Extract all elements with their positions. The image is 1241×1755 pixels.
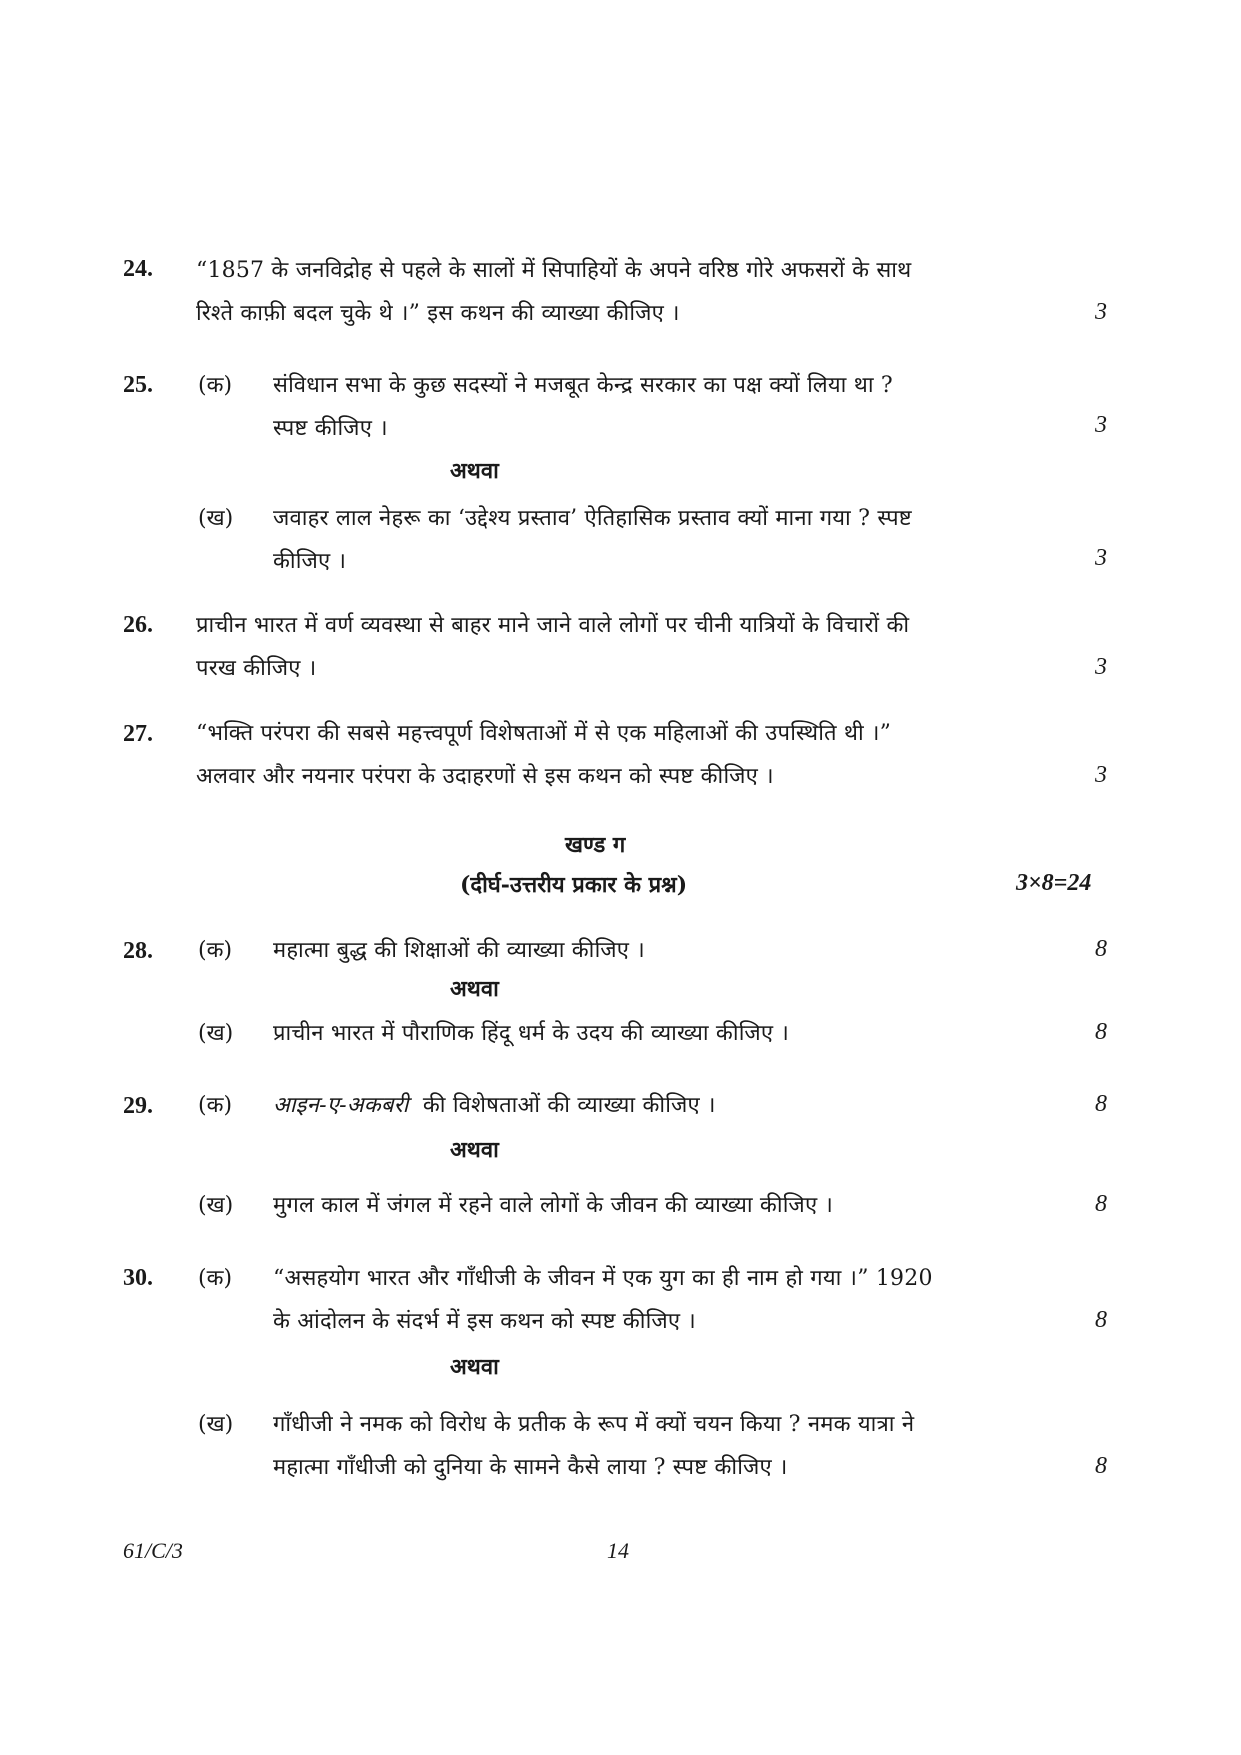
marks: 8 xyxy=(1095,1453,1107,1479)
question-text: महात्मा बुद्ध की शिक्षाओं की व्याख्या कीजिए । xyxy=(273,938,645,963)
section-subtitle: (दीर्घ-उत्तरीय प्रकार के प्रश्न) xyxy=(460,872,688,898)
question-text: अलवार और नयनार परंपरा के उदाहरणों से इस कथन को स्पष्ट कीजिए । xyxy=(196,764,774,789)
question-number: 24. xyxy=(123,256,153,282)
question-number: 30. xyxy=(123,1265,153,1291)
or-separator: अथवा xyxy=(450,1354,499,1380)
marks: 8 xyxy=(1095,1307,1107,1333)
option-label: (क) xyxy=(198,373,233,398)
option-label: (ख) xyxy=(198,506,234,531)
or-separator: अथवा xyxy=(450,976,499,1002)
question-text: के आंदोलन के संदर्भ में इस कथन को स्पष्ट कीजिए । xyxy=(273,1309,696,1334)
marks: 3 xyxy=(1095,545,1107,571)
marks: 8 xyxy=(1095,1191,1107,1217)
question-text: “भक्ति परंपरा की सबसे महत्त्वपूर्ण विशेषताओं में से एक महिलाओं की उपस्थिति थी ।” xyxy=(196,721,892,746)
marks: 8 xyxy=(1095,1019,1107,1045)
question-number: 27. xyxy=(123,721,153,747)
question-text: जवाहर लाल नेहरू का ‘उद्देश्य प्रस्ताव’ ऐतिहासिक प्रस्ताव क्यों माना गया ? स्पष्ट xyxy=(273,506,912,531)
question-text: परख कीजिए । xyxy=(196,656,317,681)
option-label: (क) xyxy=(198,938,233,963)
question-text: प्राचीन भारत में वर्ण व्यवस्था से बाहर माने जाने वाले लोगों पर चीनी यात्रियों के विचारों की xyxy=(196,613,910,638)
option-label: (ख) xyxy=(198,1193,234,1218)
option-label: (क) xyxy=(198,1093,233,1118)
question-text: “1857 के जनविद्रोह से पहले के सालों में सिपाहियों के अपने वरिष्ठ गोरे अफसरों के साथ xyxy=(196,258,912,283)
question-text xyxy=(273,1089,716,1119)
marks: 3 xyxy=(1095,654,1107,680)
option-label: (क) xyxy=(198,1266,233,1291)
or-separator: अथवा xyxy=(450,1137,499,1163)
marks: 8 xyxy=(1095,936,1107,962)
question-text: महात्मा गाँधीजी को दुनिया के सामने कैसे लाया ? स्पष्ट कीजिए । xyxy=(273,1455,788,1480)
question-number: 26. xyxy=(123,612,153,638)
question-text: “असहयोग भारत और गाँधीजी के जीवन में एक युग का ही नाम हो गया ।” 1920 xyxy=(273,1266,933,1291)
option-label: (ख) xyxy=(198,1412,234,1437)
question-text: संविधान सभा के कुछ सदस्यों ने मजबूत केन्द्र सरकार का पक्ष क्यों लिया था ? xyxy=(273,373,893,398)
question-number: 29. xyxy=(123,1093,153,1119)
question-text: स्पष्ट कीजिए । xyxy=(273,416,388,441)
marks: 3 xyxy=(1095,762,1107,788)
section-marks: 3×8=24 xyxy=(1016,870,1092,896)
question-text: कीजिए । xyxy=(273,549,347,574)
question-text: रिश्ते काफ़ी बदल चुके थे ।” इस कथन की व्याख्या कीजिए । xyxy=(196,301,680,326)
question-number: 25. xyxy=(123,372,153,398)
book-title: आइन-ए-अकबरी xyxy=(273,1093,409,1118)
question-text: प्राचीन भारत में पौराणिक हिंदू धर्म के उदय की व्याख्या कीजिए । xyxy=(273,1021,790,1046)
marks: 3 xyxy=(1095,299,1107,325)
paper-code: 61/C/3 xyxy=(123,1538,183,1563)
question-text: मुगल काल में जंगल में रहने वाले लोगों के जीवन की व्याख्या कीजिए । xyxy=(273,1193,834,1218)
marks: 3 xyxy=(1095,412,1107,438)
question-text-rest: की विशेषताओं की व्याख्या कीजिए । xyxy=(422,1093,716,1118)
question-number: 28. xyxy=(123,938,153,964)
section-title: खण्ड ग xyxy=(565,832,626,858)
page-number: 14 xyxy=(607,1538,629,1563)
or-separator: अथवा xyxy=(450,458,499,484)
question-text: गाँधीजी ने नमक को विरोध के प्रतीक के रूप में क्यों चयन किया ? नमक यात्रा ने xyxy=(273,1412,915,1437)
option-label: (ख) xyxy=(198,1021,234,1046)
marks: 8 xyxy=(1095,1091,1107,1117)
